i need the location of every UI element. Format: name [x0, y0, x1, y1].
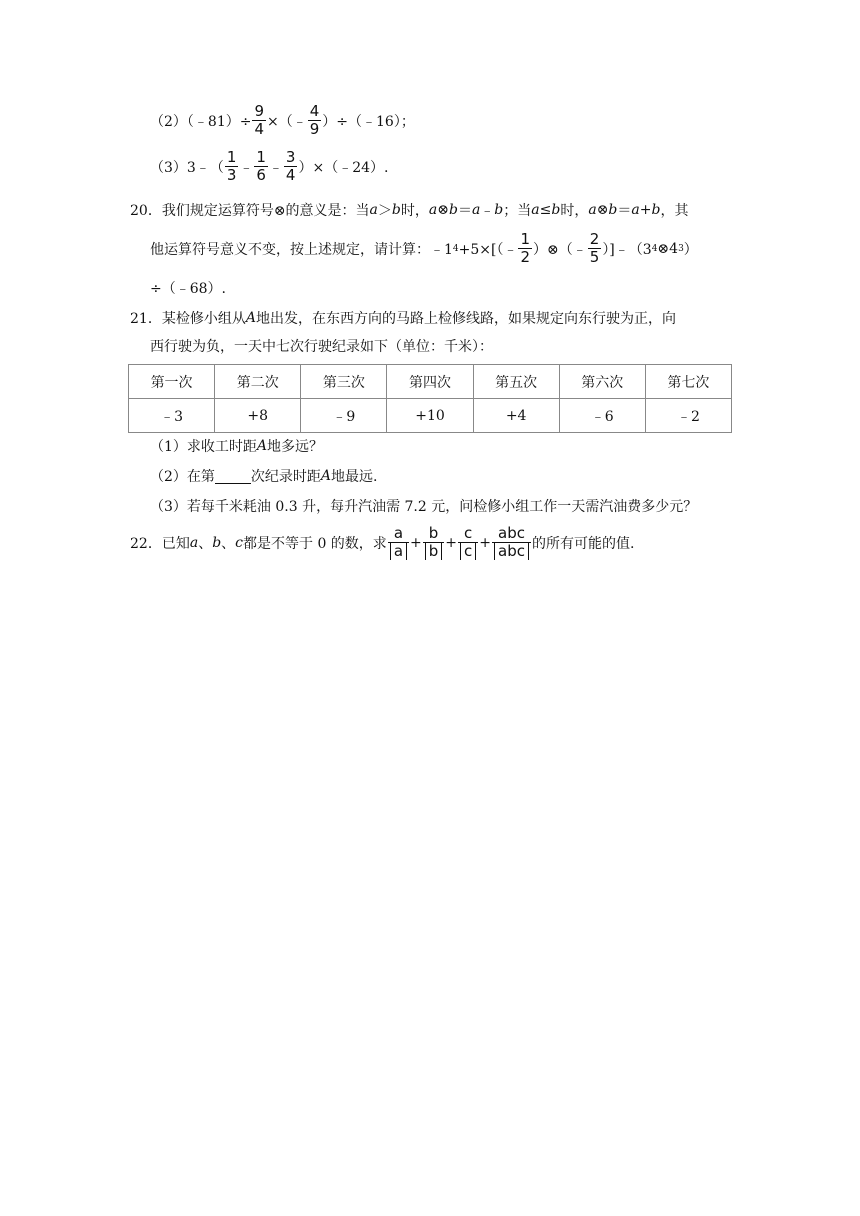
- fraction: $\frac{a}{a}$: [388, 526, 409, 559]
- fraction: $\frac{1}{2}$: [520, 230, 531, 266]
- q19-part3: （3）3﹣（ $\frac{1}{3}$ ﹣ $\frac{1}{6}$ ﹣ $\frac{3}{4}$ ）×（﹣24）.: [150, 148, 389, 184]
- q21-line1: 21．某检修小组从 A 地出发，在东西方向的马路上检修线路，如果规定向东行驶为正，向: [130, 310, 676, 327]
- table-header-cell: 第二次: [215, 365, 301, 399]
- q21-sub1: （1）求收工时距 A 地多远？: [150, 438, 324, 455]
- table-cell: +8: [215, 399, 301, 433]
- table-cell: ﹣9: [301, 399, 387, 433]
- fraction: $\frac{c}{c}$: [458, 526, 478, 559]
- answer-blank[interactable]: [215, 469, 251, 484]
- q20-line2: 他运算符号意义不变，按上述规定，请计算：﹣1 4 +5×[（﹣ $\frac{1}{2}$ ）⊗（﹣ $\frac{2}{5}$ ）]﹣（3 4 ⊗4 3 ）: [150, 230, 698, 266]
- table-header-cell: 第七次: [645, 365, 731, 399]
- table-header-row: [129, 365, 732, 399]
- table-cell: ﹣2: [645, 399, 731, 433]
- table-header-cell: 第一次: [129, 365, 215, 399]
- driving-record-table: [128, 364, 732, 433]
- q20-line3: ÷（﹣68）.: [150, 281, 226, 297]
- table-header-cell: 第五次: [473, 365, 559, 399]
- table-cell: ﹣6: [559, 399, 645, 433]
- fraction: $\frac{3}{4}$: [285, 148, 296, 184]
- fraction: $\frac{2}{5}$: [589, 230, 600, 266]
- fraction: $\frac{9}{4}$: [254, 102, 264, 138]
- fraction: $\frac{b}{b}$: [423, 526, 445, 559]
- fraction: $\frac{\text{abc}}{\text{abc}}$: [492, 526, 531, 559]
- q21-sub3: （3）若每千米耗油 0.3 升，每升汽油需 7.2 元，问检修小组工作一天需汽油费多少元？: [150, 499, 698, 515]
- table-cell: ﹣3: [129, 399, 215, 433]
- table-header-cell: 第四次: [387, 365, 473, 399]
- table-header-cell: 第三次: [301, 365, 387, 399]
- table-row: [129, 399, 732, 433]
- q20-line1: 20．我们规定运算符号⊗的意义是：当 a ＞ b 时， a ⊗ b ＝ a ﹣ b ；当 a ≤ b 时， a ⊗ b ＝ a + b ，其: [130, 202, 689, 219]
- q22-line: 22．已知 a 、 b 、 c 都是不等于 0 的数，求 $\frac{a}{a}$ + $\frac{b}{b}$ + $\frac{c}{c}$ + $\frac{\text{abc}}{\text{abc}}$ 的所有可能的值.: [130, 524, 635, 560]
- fraction: $\frac{1}{6}$: [256, 148, 266, 184]
- table-cell: +4: [473, 399, 559, 433]
- q21-line2: 西行驶为负，一天中七次行驶纪录如下（单位：千米）：: [150, 339, 493, 355]
- fraction: $\frac{1}{3}$: [226, 148, 237, 184]
- table-header-cell: 第六次: [559, 365, 645, 399]
- table-cell: +10: [387, 399, 473, 433]
- fraction: $\frac{4}{9}$: [309, 102, 320, 138]
- q19-part2: （2）（﹣81）÷ $\frac{9}{4}$ ×（﹣ $\frac{4}{9}$ ）÷（﹣16）；: [150, 102, 415, 138]
- q21-sub2: （2）在第 次纪录时距 A 地最远.: [150, 468, 378, 485]
